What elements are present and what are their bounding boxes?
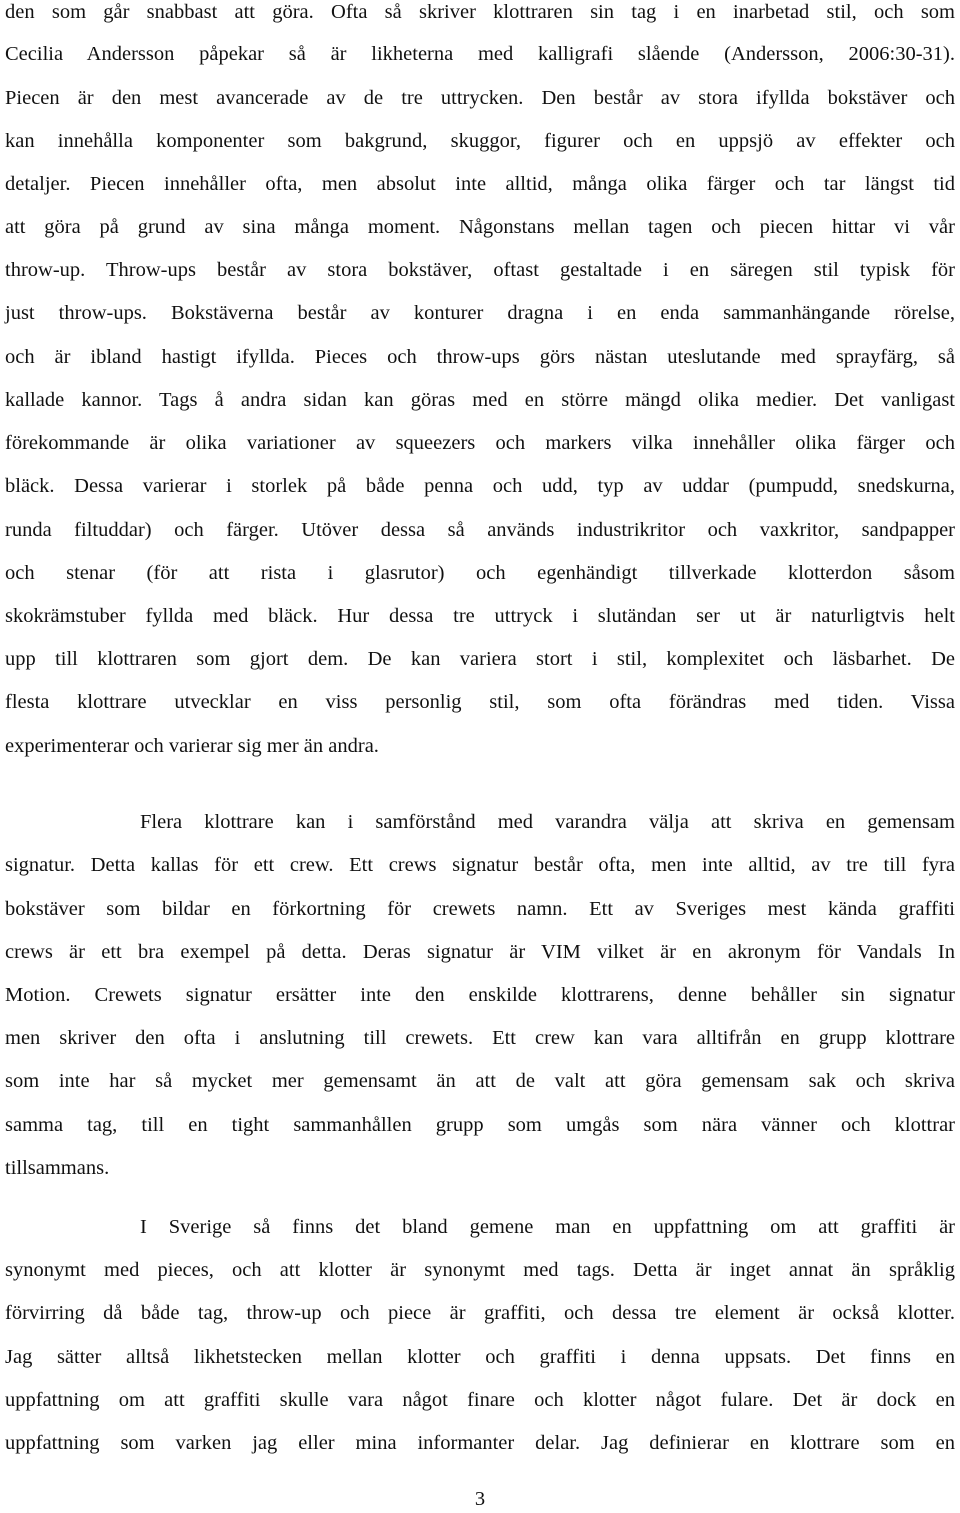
text-line: förekommande är olika variationer av squeezers och markers vilka innehåller olika färger och	[5, 432, 955, 454]
text-line: skokrämstuber fyllda med bläck. Hur dessa tre uttryck i slutändan ser ut är naturligtvis helt	[5, 605, 955, 627]
text-line: som inte har så mycket mer gemensamt än att de valt att göra gemensam sak och skriva	[5, 1070, 955, 1092]
text-line: tillsammans.	[5, 1157, 110, 1179]
text-line: Jag sätter alltså likhetstecken mellan klotter och graffiti i denna uppsats. Det finns en	[5, 1346, 955, 1368]
text-line: och stenar (för att rista i glasrutor) och egenhändigt tillverkade klotterdon såsom	[5, 562, 955, 584]
text-line: flesta klottrare utvecklar en viss personlig stil, som ofta förändras med tiden. Vissa	[5, 691, 955, 713]
text-line: den som går snabbast att göra. Ofta så skriver klottraren sin tag i en inarbetad stil, och som	[5, 1, 955, 23]
text-line: bokstäver som bildar en förkortning för crewets namn. Ett av Sveriges mest kända graffiti	[5, 898, 955, 920]
text-line: runda filtuddar) och färger. Utöver dessa så används industrikritor och vaxkritor, sandpapper	[5, 519, 955, 541]
text-line: just throw-ups. Bokstäverna består av konturer dragna i en enda sammanhängande rörelse,	[5, 302, 955, 324]
text-line: bläck. Dessa varierar i storlek på både penna och udd, typ av uddar (pumpudd, snedskurna,	[5, 475, 955, 497]
text-line: att göra på grund av sina många moment. Någonstans mellan tagen och piecen hittar vi vår	[5, 216, 955, 238]
text-line: kallade kannor. Tags å andra sidan kan göras med en större mängd olika medier. Det vanligast	[5, 389, 955, 411]
text-line: crews är ett bra exempel på detta. Deras signatur är VIM vilket är en akronym för Vandals In	[5, 941, 955, 963]
page-number: 3	[474, 1488, 486, 1510]
text-line: detaljer. Piecen innehåller ofta, men absolut inte alltid, många olika färger och tar längst tid	[5, 173, 955, 195]
text-line: förvirring då både tag, throw-up och piece är graffiti, och dessa tre element är också klotter.	[5, 1302, 955, 1324]
text-line: upp till klottraren som gjort dem. De kan variera stort i stil, komplexitet och läsbarhet. De	[5, 648, 955, 670]
text-line: experimenterar och varierar sig mer än andra.	[5, 735, 379, 757]
text-line: uppfattning som varken jag eller mina informanter delar. Jag definierar en klottrare som en	[5, 1432, 955, 1454]
text-line: och är ibland hastigt ifyllda. Pieces och throw-ups görs nästan uteslutande med sprayfärg, så	[5, 346, 955, 368]
text-line: uppfattning om att graffiti skulle vara något finare och klotter något fulare. Det är dock en	[5, 1389, 955, 1411]
text-line: samma tag, till en tight sammanhållen grupp som umgås som nära vänner och klottrar	[5, 1114, 955, 1136]
text-line: Piecen är den mest avancerade av de tre uttrycken. Den består av stora ifyllda bokstäver och	[5, 87, 955, 109]
text-line: throw-up. Throw-ups består av stora bokstäver, oftast gestaltade i en säregen stil typisk för	[5, 259, 955, 281]
text-line: men skriver den ofta i anslutning till crewets. Ett crew kan vara alltifrån en grupp klottrare	[5, 1027, 955, 1049]
text-line: synonymt med pieces, och att klotter är synonymt med tags. Detta är inget annat än språklig	[5, 1259, 955, 1281]
text-line: I Sverige så finns det bland gemene man en uppfattning om att graffiti är	[140, 1216, 955, 1238]
text-line: Motion. Crewets signatur ersätter inte den enskilde klottrarens, denne behåller sin signatur	[5, 984, 955, 1006]
text-line: Cecilia Andersson påpekar så är likheterna med kalligrafi slående (Andersson, 2006:30-31).	[5, 43, 955, 65]
text-line: signatur. Detta kallas för ett crew. Ett crews signatur består ofta, men inte alltid, av tre till fyra	[5, 854, 955, 876]
text-line: Flera klottrare kan i samförstånd med varandra välja att skriva en gemensam	[140, 811, 955, 833]
text-line: kan innehålla komponenter som bakgrund, skuggor, figurer och en uppsjö av effekter och	[5, 130, 955, 152]
